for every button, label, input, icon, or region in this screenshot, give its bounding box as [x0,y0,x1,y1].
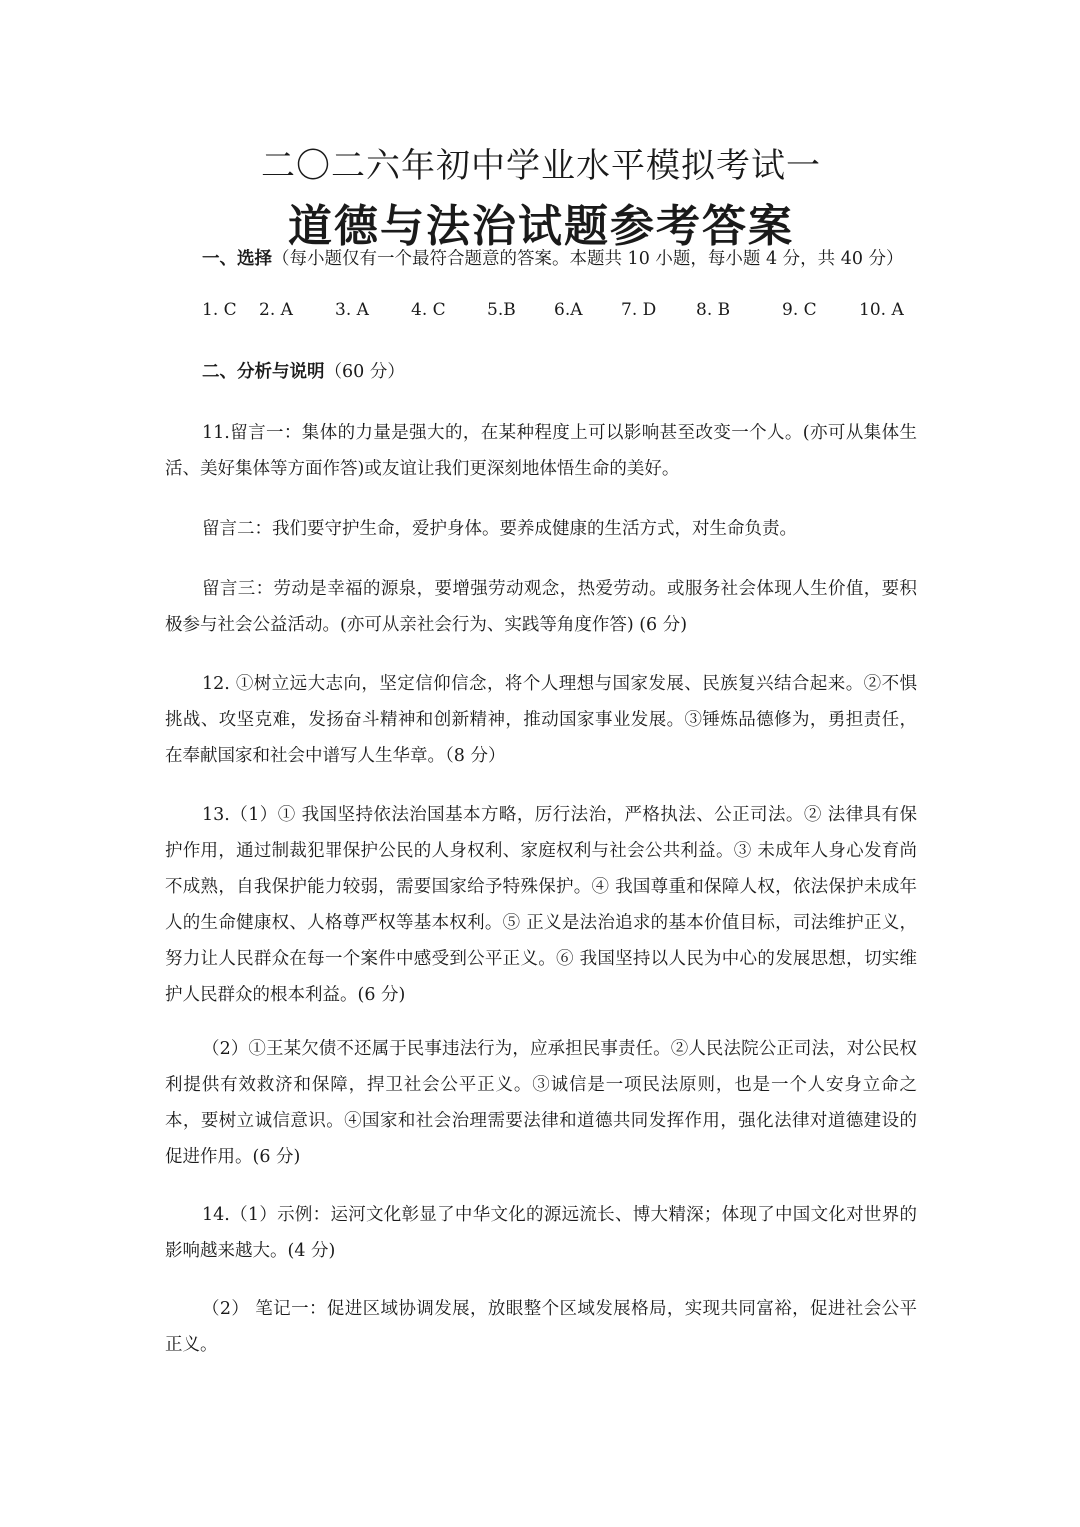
answer-item: 10. A [859,300,904,320]
q14-part2: （2） 笔记一：促进区域协调发展，放眼整个区域发展格局，实现共同富裕，促进社会公平正义。 [165,1299,917,1355]
section1-intro [165,241,917,277]
answer-item: 7. D [621,300,657,320]
answer-item: 4. C [411,300,446,320]
document-title: 道德与法治试题参考答案 [288,201,794,252]
q11-message-2: 留言二：我们要守护生命，爱护身体。要养成健康的生活方式，对生命负责。 [202,519,797,539]
q13-part1: 13.（1）① 我国坚持依法治国基本方略，厉行法治，严格执法、公正司法。② 法律具有保护作用，通过制裁犯罪保护公民的人身权利、家庭权利与社会公共利益。③ 未成年人身心发育尚不成熟，自我保护能力较弱，需要国家给予特殊保护。④ 我国尊重和保障人权，依法保护未成年人的生命健康权、人格尊严权等基本权利。⑤ 正义是法治追求的基本价值目标，司法维护正义，努力让人民群众在每一个案件中感受到公平正义。⑥ 我国坚持以人民为中心的发展思想，切实维护人民群众的根本利益。(6 分) [165,805,917,1005]
choice-answers [202,300,917,330]
answer-item: 2. A [259,300,293,320]
q11-message-3: 留言三：劳动是幸福的源泉，要增强劳动观念，热爱劳动。或服务社会体现人生价值，要积极参与社会公益活动。(亦可从亲社会行为、实践等角度作答) (6 分) [165,579,917,635]
q13-part2: （2）①王某欠债不还属于民事违法行为，应承担民事责任。②人民法院公正司法，对公民权利提供有效救济和保障，捍卫社会公平正义。③诚信是一项民法原则，也是一个人安身立命之本，要树立诚信意识。④国家和社会治理需要法律和道德共同发挥作用，强化法律对道德建设的促进作用。(6 分) [165,1039,917,1167]
answer-item: 6.A [554,300,583,320]
answer-item: 8. B [696,300,731,320]
answer-item: 1. C [202,300,237,320]
section1-heading: 一、选择 [202,249,272,269]
section1-note: （每小题仅有一个最符合题意的答案。本题共 10 小题，每小题 4 分，共 40 分） [272,249,904,269]
section2-heading: 二、分析与说明 [202,362,325,382]
section2-note: （60 分） [324,362,405,382]
answer-item: 5.B [487,300,516,320]
q12-answer: 12. ①树立远大志向，坚定信仰信念，将个人理想与国家发展、民族复兴结合起来。②不惧挑战、攻坚克难，发扬奋斗精神和创新精神，推动国家事业发展。③锤炼品德修为，勇担责任，在奉献国家和社会中谱写人生华章。（8 分） [165,674,917,766]
section2-intro [165,354,917,390]
answer-item: 3. A [335,300,369,320]
exam-title: 二〇二六年初中学业水平模拟考试一 [261,146,821,186]
answer-item: 9. C [782,300,817,320]
q11-message-1: 11.留言一：集体的力量是强大的，在某种程度上可以影响甚至改变一个人。(亦可从集体生活、美好集体等方面作答)或友谊让我们更深刻地体悟生命的美好。 [165,423,917,479]
q14-part1: 14.（1）示例：运河文化彰显了中华文化的源远流长、博大精深；体现了中国文化对世界的影响越来越大。(4 分) [165,1205,917,1261]
